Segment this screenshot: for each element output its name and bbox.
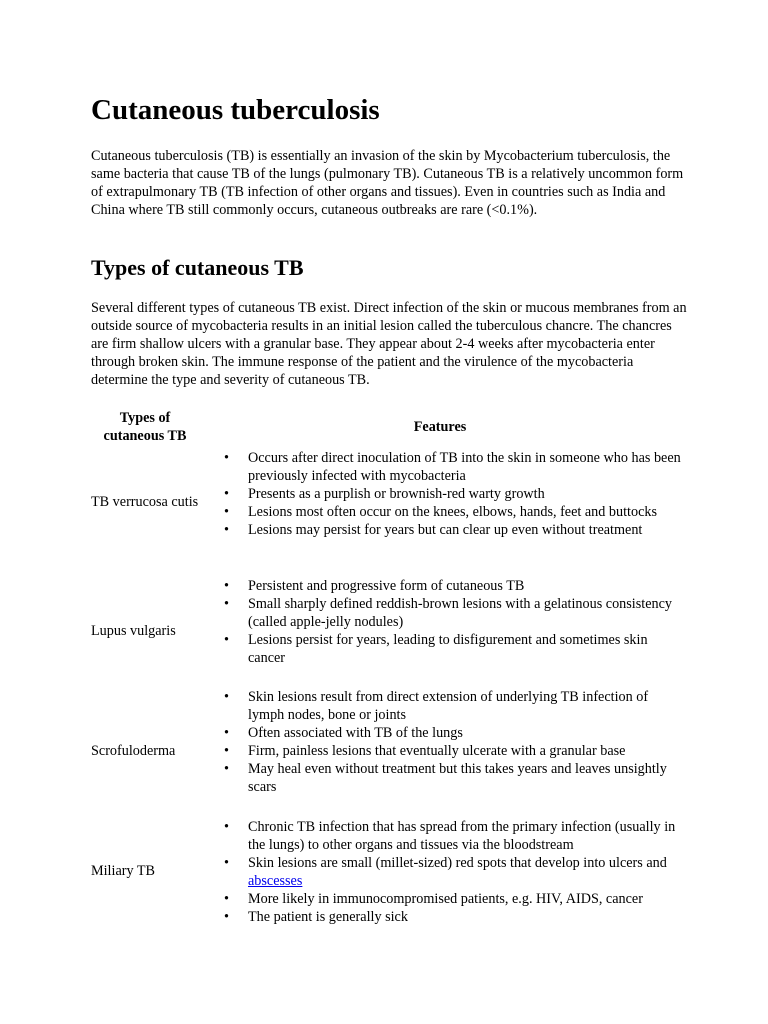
list-item: [222, 908, 682, 926]
bullet-icon: •: [224, 743, 229, 759]
feature-text: Persistent and progressive form of cutaneous TB: [248, 578, 525, 594]
list-item: [222, 854, 682, 890]
feature-text: Small sharply defined reddish-brown lesions with a gelatinous consistency (called apple-jelly nodules): [248, 596, 672, 630]
list-item: [222, 577, 682, 595]
feature-text: Lesions may persist for years but can clear up even without treatment: [248, 522, 643, 538]
feature-list: [222, 818, 682, 926]
list-item: [222, 818, 682, 854]
row-type-name: TB verrucosa cutis: [91, 494, 199, 510]
bullet-icon: •: [224, 689, 229, 705]
section-paragraph: Several different types of cutaneous TB exist. Direct infection of the skin or mucous membranes from an outside source of mycobacteria results in an initial lesion called the tuberculous chancre. The chancres are firm shallow ulcers with a granular base. They appear about 2-4 weeks after mycobacteria enter through broken skin. The immune response of the patient and the virulence of the mycobacteria determine the type and severity of cutaneous TB.: [91, 300, 687, 388]
feature-text: Chronic TB infection that has spread from the primary infection (usually in the lungs) to other organs and tissues via the bloodstream: [248, 819, 676, 853]
feature-text: Often associated with TB of the lungs: [248, 725, 463, 741]
intro-paragraph: Cutaneous tuberculosis (TB) is essentially an invasion of the skin by Mycobacterium tuberculosis, the same bacteria that cause TB of the lungs (pulmonary TB). Cutaneous TB is a relatively uncommon form of extrapulmonary TB (TB infection of other organs and tissues). Even in countries such as India and China where TB still commonly occurs, cutaneous outbreaks are rare (<0.1%).: [91, 148, 684, 218]
bullet-icon: •: [224, 450, 229, 466]
bullet-icon: •: [224, 855, 229, 871]
feature-text: Lesions most often occur on the knees, elbows, hands, feet and buttocks: [248, 504, 657, 520]
list-item: [222, 521, 682, 539]
table-header-features: Features: [413, 419, 467, 435]
bullet-icon: •: [224, 486, 229, 502]
feature-list: [222, 577, 682, 667]
bullet-icon: •: [224, 578, 229, 594]
feature-text: Firm, painless lesions that eventually ulcerate with a granular base: [248, 743, 626, 759]
abscesses-link[interactable]: abscesses: [248, 873, 303, 889]
bullet-icon: •: [224, 632, 229, 648]
row-type-name: Scrofuloderma: [91, 743, 176, 759]
list-item: [222, 688, 682, 724]
feature-text: Skin lesions are small (millet-sized) red spots that develop into ulcers and: [248, 855, 667, 871]
bullet-icon: •: [224, 504, 229, 520]
list-item: [222, 890, 682, 908]
list-item: [222, 724, 682, 742]
feature-text: May heal even without treatment but this takes years and leaves unsightly scars: [248, 761, 667, 795]
list-item: [222, 503, 682, 521]
feature-text: Occurs after direct inoculation of TB into the skin in someone who has been previously infected with mycobacteria: [248, 450, 681, 484]
feature-text: Presents as a purplish or brownish-red warty growth: [248, 486, 545, 502]
feature-text: More likely in immunocompromised patients, e.g. HIV, AIDS, cancer: [248, 891, 643, 907]
list-item: [222, 631, 682, 667]
feature-text: Lesions persist for years, leading to disfigurement and sometimes skin cancer: [248, 632, 648, 666]
section-heading: Types of cutaneous TB: [91, 255, 304, 280]
table-header-types: Types of cutaneous TB: [103, 410, 187, 444]
bullet-icon: •: [224, 725, 229, 741]
bullet-icon: •: [224, 522, 229, 538]
list-item: [222, 485, 682, 503]
list-item: [222, 595, 682, 631]
bullet-icon: •: [224, 891, 229, 907]
feature-list: [222, 688, 682, 796]
page-title: Cutaneous tuberculosis: [91, 94, 380, 126]
feature-list: [222, 449, 682, 539]
list-item: [222, 760, 682, 796]
bullet-icon: •: [224, 909, 229, 925]
feature-text: Skin lesions result from direct extension of underlying TB infection of lymph nodes, bone or joints: [248, 689, 649, 723]
feature-text: The patient is generally sick: [248, 909, 408, 925]
row-type-name: Miliary TB: [91, 863, 155, 879]
bullet-icon: •: [224, 596, 229, 612]
list-item: [222, 742, 682, 760]
list-item: [222, 449, 682, 485]
bullet-icon: •: [224, 761, 229, 777]
bullet-icon: •: [224, 819, 229, 835]
row-type-name: Lupus vulgaris: [91, 623, 176, 639]
